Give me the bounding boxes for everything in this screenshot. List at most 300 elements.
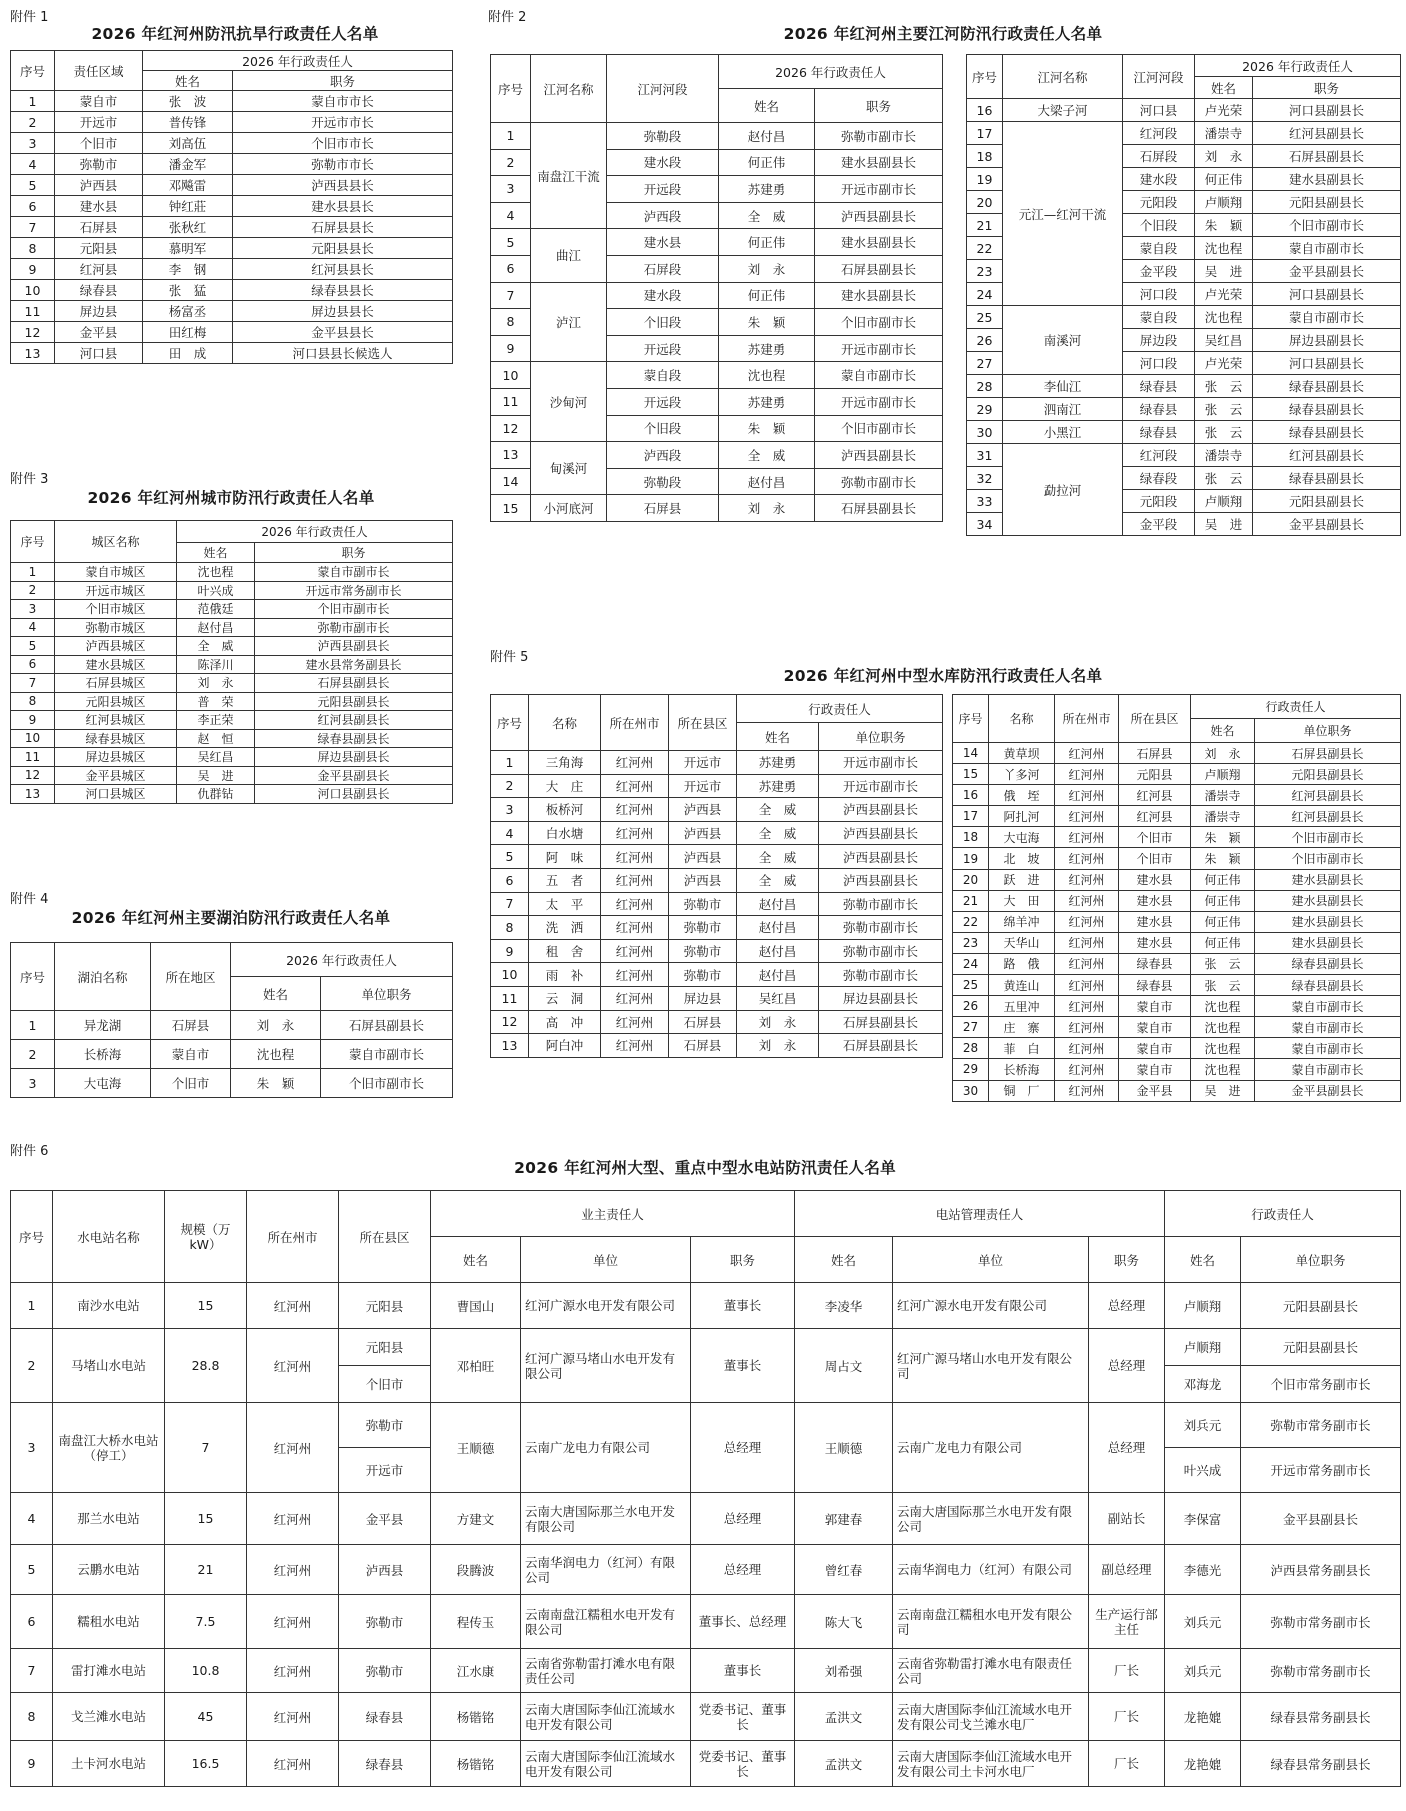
table-cell: 红河州	[601, 774, 669, 798]
table-cell: 元阳县副县长	[1255, 764, 1401, 785]
table-cell: 泸西县副县长	[819, 821, 943, 845]
table-row	[953, 996, 1401, 1017]
table-cell: 11	[11, 301, 55, 322]
table-cell: 30	[967, 421, 1003, 444]
table-cell: 杨富丞	[143, 301, 233, 322]
table-cell: 红河县	[55, 259, 143, 280]
table-cell: 刘兵元	[1165, 1403, 1241, 1448]
table-cell: 红河广源水电开发有限公司	[893, 1283, 1089, 1329]
table-cell: 4	[491, 202, 531, 229]
table-cell: 红河段	[1123, 444, 1195, 467]
col-header-name0: 名称	[989, 695, 1055, 743]
table-cell: 红河广源水电开发有限公司	[521, 1283, 691, 1329]
table-cell: 2	[491, 149, 531, 176]
table-cell: 蒙自市副市长	[1255, 1059, 1401, 1080]
table-cell: 弥勒市副市长	[819, 963, 943, 987]
annex-2-table-right	[966, 54, 1401, 536]
table-cell: 杨锴铭	[431, 1693, 521, 1741]
table-cell: 云南大唐国际那兰水电开发有限公司	[893, 1493, 1089, 1545]
col-header-owner: 业主责任人	[431, 1191, 795, 1237]
table-cell: 全 威	[737, 845, 819, 869]
annex-3-table	[10, 520, 453, 804]
table-cell: 吴 进	[1195, 260, 1253, 283]
table-cell: 龙艳媲	[1165, 1741, 1241, 1787]
table-row	[953, 1017, 1401, 1038]
table-cell: 10	[11, 729, 55, 748]
table-cell: 孟洪文	[795, 1741, 893, 1787]
table-cell: 沈也程	[1191, 1038, 1255, 1059]
table-cell: 程传玉	[431, 1595, 521, 1649]
table-cell: 15	[165, 1493, 247, 1545]
table-cell: 石屏县副县长	[321, 1011, 453, 1040]
table-cell: 厂长	[1089, 1693, 1165, 1741]
table-cell: 董事长、总经理	[691, 1595, 795, 1649]
table-cell: 9	[11, 259, 55, 280]
annex-2-label: 附件 2	[488, 10, 527, 25]
station-name-cell: 南盘江大桥水电站（停工）	[53, 1403, 165, 1493]
table-cell: 天华山	[989, 932, 1055, 953]
table-cell: 刘 永	[231, 1011, 321, 1040]
table-cell: 刘希强	[795, 1649, 893, 1693]
table-cell: 董事长	[691, 1283, 795, 1329]
table-cell: 云南大唐国际李仙江流域水电开发有限公司	[521, 1693, 691, 1741]
table-cell: 12	[11, 766, 55, 785]
table-cell: 开远段	[607, 388, 719, 415]
table-cell: 弥勒市	[339, 1595, 431, 1649]
table-row	[491, 774, 943, 798]
table-cell: 云南大唐国际那兰水电开发有限公司	[521, 1493, 691, 1545]
table-cell: 1	[11, 91, 55, 112]
col-header-group: 2026 年行政责任人	[1195, 55, 1401, 77]
table-row	[953, 932, 1401, 953]
table-cell: 刘 永	[1195, 145, 1253, 168]
table-cell: 沈也程	[1191, 996, 1255, 1017]
table-cell: 厂长	[1089, 1649, 1165, 1693]
table-row	[11, 217, 453, 238]
table-cell: 河口县县长候选人	[233, 343, 453, 364]
table-cell: 石屏县	[55, 217, 143, 238]
table-cell: 8	[11, 238, 55, 259]
table-cell: 泸西县副县长	[819, 798, 943, 822]
table-cell: 建水县副县长	[815, 229, 943, 256]
table-cell: 苏建勇	[737, 751, 819, 775]
table-cell: 5	[11, 1545, 53, 1595]
annex-6-label: 附件 6	[10, 1144, 49, 1159]
table-cell: 4	[491, 821, 529, 845]
table-cell: 邓飚雷	[143, 175, 233, 196]
table-cell: 刘 永	[737, 1034, 819, 1058]
table-cell: 北 坡	[989, 848, 1055, 869]
table-cell: 潘金军	[143, 154, 233, 175]
table-row	[953, 806, 1401, 827]
table-cell: 河口县	[55, 343, 143, 364]
table-cell: 蒙自市	[55, 91, 143, 112]
table-cell: 何正伟	[719, 229, 815, 256]
table-cell: 云南省弥勒雷打滩水电有限责任公司	[893, 1649, 1089, 1693]
table-cell: 红河州	[247, 1403, 339, 1493]
table-cell: 郭建春	[795, 1493, 893, 1545]
table-row	[967, 99, 1401, 122]
table-cell: 弥勒市副市长	[815, 468, 943, 495]
table-cell: 范俄廷	[177, 600, 255, 619]
col-header-no: 序号	[11, 521, 55, 563]
table-cell: 王顺德	[795, 1403, 893, 1493]
table-row	[967, 444, 1401, 467]
col-header-name: 姓名	[1195, 77, 1253, 99]
table-cell: 金平段	[1123, 513, 1195, 536]
col-header-name: 姓名	[231, 977, 321, 1011]
table-row	[953, 975, 1401, 996]
table-row	[491, 1010, 943, 1034]
table-cell: 普传锋	[143, 112, 233, 133]
table-cell: 卢光荣	[1195, 283, 1253, 306]
table-cell: 个旧段	[607, 415, 719, 442]
table-cell: 蒙自市副市长	[255, 563, 453, 582]
table-cell: 绿春县县长	[233, 280, 453, 301]
table-cell: 5	[11, 637, 55, 656]
table-cell: 6	[11, 655, 55, 674]
table-cell: 李正荣	[177, 711, 255, 730]
table-cell: 金平县	[1119, 1080, 1191, 1101]
table-cell: 10.8	[165, 1649, 247, 1693]
table-cell: 建水县	[1119, 911, 1191, 932]
col-header-name0: 名称	[529, 695, 601, 751]
table-cell: 元阳县副县长	[1241, 1283, 1401, 1329]
table-cell: 何正伟	[1191, 911, 1255, 932]
col-header-no: 序号	[953, 695, 989, 743]
table-row	[11, 785, 453, 804]
table-cell: 1	[11, 1011, 55, 1040]
table-cell: 3	[491, 176, 531, 203]
table-cell: 29	[967, 398, 1003, 421]
table-cell: 绿春县城区	[55, 729, 177, 748]
annex-5-title: 2026 年红河州中型水库防汛行政责任人名单	[783, 667, 1103, 685]
table-cell: 金平县城区	[55, 766, 177, 785]
table-row	[953, 953, 1401, 974]
river-name-cell: 大梁子河	[1003, 99, 1123, 122]
table-cell: 泸西县副县长	[819, 868, 943, 892]
table-cell: 红河县副县长	[1255, 806, 1401, 827]
table-cell: 何正伟	[719, 282, 815, 309]
table-cell: 董事长	[691, 1649, 795, 1693]
table-cell: 红河州	[1055, 953, 1119, 974]
col-header-admin-name: 姓名	[1165, 1237, 1241, 1283]
table-cell: 板桥河	[529, 798, 601, 822]
table-cell: 朱 颖	[1191, 848, 1255, 869]
annex-6-table	[10, 1190, 1401, 1787]
table-cell: 6	[491, 868, 529, 892]
table-cell: 五 者	[529, 868, 601, 892]
table-cell: 全 威	[719, 202, 815, 229]
annex-1-title: 2026 年红河州防汛抗旱行政责任人名单	[91, 25, 379, 43]
table-cell: 个旧市	[151, 1069, 231, 1098]
table-cell: 朱 颖	[231, 1069, 321, 1098]
table-cell: 2	[11, 112, 55, 133]
table-cell: 红河州	[247, 1693, 339, 1741]
table-cell: 7	[11, 217, 55, 238]
table-cell: 23	[953, 932, 989, 953]
table-cell: 石屏县城区	[55, 674, 177, 693]
col-header-mgmt: 电站管理责任人	[795, 1191, 1165, 1237]
table-cell: 18	[953, 827, 989, 848]
table-cell: 董事长	[691, 1329, 795, 1403]
table-cell: 全 威	[737, 798, 819, 822]
table-cell: 1	[11, 563, 55, 582]
table-cell: 9	[11, 1741, 53, 1787]
table-row	[11, 259, 453, 280]
table-cell: 19	[967, 168, 1003, 191]
table-cell: 45	[165, 1693, 247, 1741]
table-cell: 河口县	[1123, 99, 1195, 122]
table-row	[491, 986, 943, 1010]
table-cell: 周占文	[795, 1329, 893, 1403]
col-header-post: 单位职务	[1255, 719, 1401, 743]
table-cell: 7.5	[165, 1595, 247, 1649]
table-cell: 卢顺翔	[1191, 764, 1255, 785]
table-row	[11, 1040, 453, 1069]
col-header-post: 单位职务	[321, 977, 453, 1011]
table-row	[953, 1059, 1401, 1080]
table-cell: 21	[165, 1545, 247, 1595]
table-row	[491, 868, 943, 892]
table-cell: 8	[11, 692, 55, 711]
table-cell: 云南华润电力（红河）有限公司	[893, 1545, 1089, 1595]
table-cell: 卢光荣	[1195, 352, 1253, 375]
table-cell: 江水康	[431, 1649, 521, 1693]
table-cell: 全 威	[719, 442, 815, 469]
table-cell: 绿春县副县长	[1253, 398, 1401, 421]
table-cell: 铜 厂	[989, 1080, 1055, 1101]
table-cell: 长桥海	[989, 1059, 1055, 1080]
table-cell: 建水县副县长	[815, 149, 943, 176]
table-cell: 异龙湖	[55, 1011, 151, 1040]
table-cell: 个旧市	[1119, 827, 1191, 848]
col-header-post: 职务	[1253, 77, 1401, 99]
table-cell: 阿 味	[529, 845, 601, 869]
table-cell: 个旧市副市长	[255, 600, 453, 619]
station-name-cell: 戈兰滩水电站	[53, 1693, 165, 1741]
table-row	[967, 421, 1401, 444]
table-row	[491, 442, 943, 469]
river-name-cell: 李仙江	[1003, 375, 1123, 398]
col-header-group: 2026 年行政责任人	[177, 521, 453, 543]
table-cell: 吴 进	[1195, 513, 1253, 536]
table-cell: 红河州	[247, 1649, 339, 1693]
annex-5-table-left	[490, 694, 943, 1058]
table-cell: 12	[491, 1010, 529, 1034]
table-cell: 全 威	[737, 821, 819, 845]
table-cell: 开远市副市长	[819, 774, 943, 798]
table-cell: 河口县副县长	[1253, 352, 1401, 375]
annex-4-table	[10, 942, 453, 1098]
table-cell: 金平县副县长	[1255, 1080, 1401, 1101]
table-cell: 泸西县	[669, 868, 737, 892]
table-cell: 蒙自市副市长	[1253, 306, 1401, 329]
table-cell: 10	[491, 362, 531, 389]
col-header-name: 姓名	[737, 723, 819, 751]
table-cell: 赵付昌	[737, 916, 819, 940]
col-header-area: 责任区域	[55, 51, 143, 91]
annex-1-table	[10, 50, 453, 364]
table-row	[491, 939, 943, 963]
col-header-station: 水电站名称	[53, 1191, 165, 1283]
table-row	[491, 229, 943, 256]
table-cell: 沈也程	[231, 1040, 321, 1069]
table-cell: 仇群钻	[177, 785, 255, 804]
station-name-cell: 糯租水电站	[53, 1595, 165, 1649]
table-cell: 6	[491, 255, 531, 282]
table-cell: 3	[11, 1403, 53, 1493]
col-header-county: 所在县区	[339, 1191, 431, 1283]
table-row	[11, 1693, 1401, 1741]
table-cell: 29	[953, 1059, 989, 1080]
table-cell: 金平县副县长	[1241, 1493, 1401, 1545]
table-cell: 元阳县副县长	[1241, 1329, 1401, 1366]
table-cell: 邓柏旺	[431, 1329, 521, 1403]
table-cell: 23	[967, 260, 1003, 283]
table-cell: 元阳县副县长	[1253, 490, 1401, 513]
table-cell: 个旧市副市长	[321, 1069, 453, 1098]
table-cell: 27	[953, 1017, 989, 1038]
table-cell: 绿春县常务副县长	[1241, 1741, 1401, 1787]
table-cell: 元阳县	[55, 238, 143, 259]
table-cell: 绿春县	[339, 1741, 431, 1787]
table-cell: 11	[11, 748, 55, 767]
table-cell: 34	[967, 513, 1003, 536]
table-cell: 13	[491, 1034, 529, 1058]
table-cell: 石屏县副县长	[815, 495, 943, 522]
table-row	[953, 827, 1401, 848]
table-cell: 李 钢	[143, 259, 233, 280]
table-cell: 石屏县副县长	[1253, 145, 1401, 168]
table-cell: 石屏县县长	[233, 217, 453, 238]
table-cell: 建水县副县长	[1253, 168, 1401, 191]
table-cell: 石屏段	[607, 255, 719, 282]
station-name-cell: 雷打滩水电站	[53, 1649, 165, 1693]
table-cell: 张 云	[1195, 421, 1253, 444]
table-cell: 刘 永	[177, 674, 255, 693]
table-cell: 22	[967, 237, 1003, 260]
table-row	[11, 343, 453, 364]
col-header-county: 所在县区	[669, 695, 737, 751]
table-cell: 屏边县副县长	[1253, 329, 1401, 352]
table-cell: 泸西县	[669, 821, 737, 845]
table-cell: 五里冲	[989, 996, 1055, 1017]
table-row	[491, 1034, 943, 1058]
table-cell: 河口县副县长	[255, 785, 453, 804]
table-cell: 弥勒市	[55, 154, 143, 175]
table-cell: 石屏县	[669, 1034, 737, 1058]
table-cell: 蒙自市	[1119, 1038, 1191, 1059]
table-cell: 泸西段	[607, 442, 719, 469]
table-cell: 绿春县	[1123, 398, 1195, 421]
table-cell: 吴 进	[1191, 1080, 1255, 1101]
table-cell: 6	[11, 1595, 53, 1649]
table-cell: 建水县城区	[55, 655, 177, 674]
table-cell: 蒙自市	[1119, 996, 1191, 1017]
table-cell: 5	[11, 175, 55, 196]
table-cell: 孟洪文	[795, 1693, 893, 1741]
table-cell: 潘崇寺	[1195, 122, 1253, 145]
table-cell: 刘兵元	[1165, 1649, 1241, 1693]
table-cell: 开远市副市长	[815, 176, 943, 203]
table-cell: 个旧段	[1123, 214, 1195, 237]
table-row	[491, 123, 943, 150]
table-cell: 开远市副市长	[819, 751, 943, 775]
col-header-section: 江河河段	[607, 55, 719, 123]
table-cell: 俄 垤	[989, 785, 1055, 806]
table-cell: 红河州	[1055, 932, 1119, 953]
table-row	[11, 655, 453, 674]
table-row	[11, 280, 453, 301]
table-cell: 红河广源马堵山水电开发有限公司	[521, 1329, 691, 1403]
table-cell: 13	[11, 785, 55, 804]
table-cell: 绿春县	[1119, 953, 1191, 974]
table-cell: 河口段	[1123, 283, 1195, 306]
table-cell: 云南大唐国际李仙江流域水电开发有限公司	[521, 1741, 691, 1787]
table-cell: 11	[491, 388, 531, 415]
river-name-cell: 泗南江	[1003, 398, 1123, 421]
col-header-no: 序号	[967, 55, 1003, 99]
table-cell: 刘 永	[737, 1010, 819, 1034]
annex-4-label: 附件 4	[10, 892, 49, 907]
table-cell: 10	[11, 280, 55, 301]
table-cell: 开远市市长	[233, 112, 453, 133]
table-cell: 7	[11, 674, 55, 693]
annex-1-label: 附件 1	[10, 10, 49, 25]
table-cell: 龙艳媲	[1165, 1693, 1241, 1741]
station-name-cell: 云鹏水电站	[53, 1545, 165, 1595]
table-row	[953, 1038, 1401, 1059]
river-name-cell: 沙甸河	[531, 362, 607, 442]
table-cell: 副站长	[1089, 1493, 1165, 1545]
col-header-admin: 行政责任人	[1165, 1191, 1401, 1237]
table-cell: 张 猛	[143, 280, 233, 301]
table-cell: 红河州	[1055, 848, 1119, 869]
table-cell: 潘崇寺	[1195, 444, 1253, 467]
table-cell: 蒙自市市长	[233, 91, 453, 112]
table-cell: 弥勒市	[669, 963, 737, 987]
river-name-cell: 元江—红河干流	[1003, 122, 1123, 306]
table-cell: 元阳县	[1119, 764, 1191, 785]
table-cell: 红河州	[1055, 806, 1119, 827]
table-cell: 蒙自市	[151, 1040, 231, 1069]
table-row	[11, 766, 453, 785]
table-cell: 张 云	[1195, 467, 1253, 490]
col-header-river: 江河名称	[1003, 55, 1123, 99]
table-cell: 泸西县常务副县长	[1241, 1545, 1401, 1595]
table-cell: 泸西县	[669, 845, 737, 869]
table-cell: 7	[491, 282, 531, 309]
table-cell: 泸西段	[607, 202, 719, 229]
table-cell: 曾红春	[795, 1545, 893, 1595]
table-cell: 4	[11, 154, 55, 175]
table-cell: 12	[11, 322, 55, 343]
table-row	[11, 600, 453, 619]
table-cell: 朱 颖	[719, 415, 815, 442]
table-row	[11, 238, 453, 259]
table-cell: 弥勒市副市长	[255, 618, 453, 637]
table-cell: 建水县	[1119, 890, 1191, 911]
table-row	[491, 892, 943, 916]
table-cell: 红河州	[601, 939, 669, 963]
table-cell: 沈也程	[177, 563, 255, 582]
table-cell: 全 威	[177, 637, 255, 656]
table-cell: 沈也程	[1191, 1059, 1255, 1080]
table-cell: 7	[491, 892, 529, 916]
table-cell: 阿白冲	[529, 1034, 601, 1058]
table-cell: 绵羊冲	[989, 911, 1055, 932]
